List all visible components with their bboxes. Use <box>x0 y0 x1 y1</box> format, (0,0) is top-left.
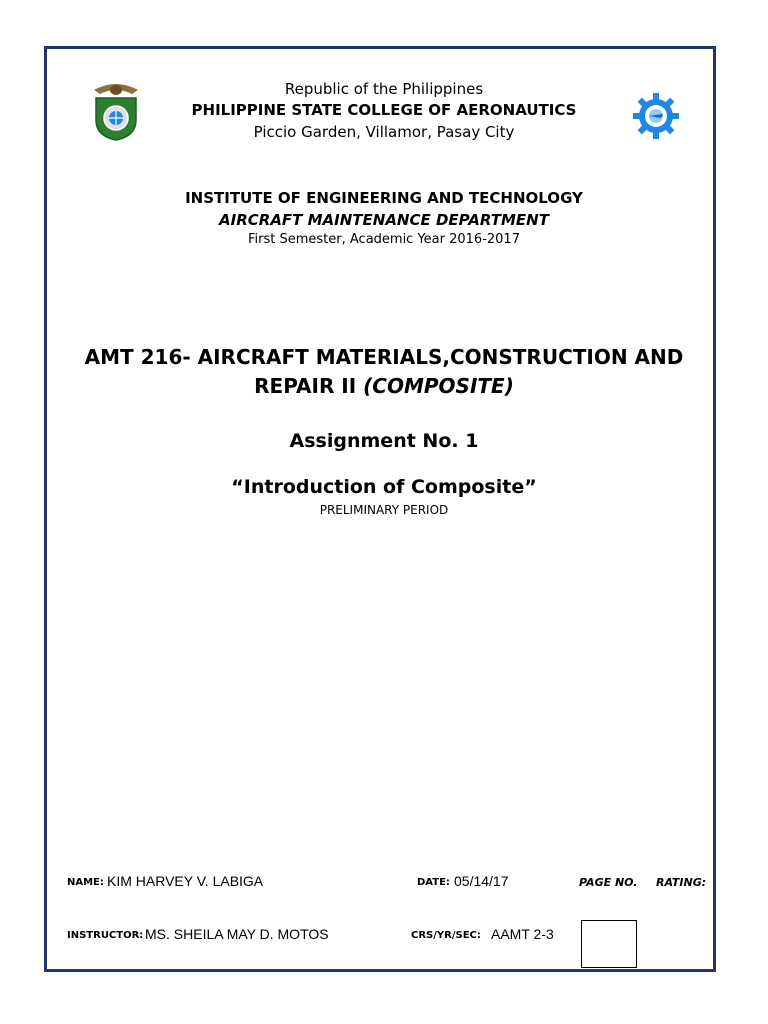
page-no-label: PAGE NO. <box>579 876 638 889</box>
department-name: AIRCRAFT MAINTENANCE DEPARTMENT <box>219 211 549 229</box>
crs-value: AAMT 2-3 <box>491 926 554 942</box>
assignment-period: PRELIMINARY PERIOD <box>319 503 449 517</box>
date-value: 05/14/17 <box>454 873 509 889</box>
semester-line: First Semester, Academic Year 2016-2017 <box>248 232 520 247</box>
instructor-value: MS. SHEILA MAY D. MOTOS <box>145 926 329 942</box>
date-label: DATE: <box>417 877 450 888</box>
rating-box <box>581 920 637 968</box>
crs-label: CRS/YR/SEC: <box>411 930 481 941</box>
header-republic: Republic of the Philippines <box>284 80 484 98</box>
assignment-topic: “Introduction of Composite” <box>231 476 537 498</box>
header-address: Piccio Garden, Villamor, Pasay City <box>253 123 515 141</box>
name-label: NAME: <box>67 877 104 888</box>
course-title-subject: (COMPOSITE) <box>363 374 514 398</box>
course-title-line2-prefix: REPAIR II <box>254 374 364 398</box>
assignment-number: Assignment No. 1 <box>289 430 479 452</box>
name-value: KIM HARVEY V. LABIGA <box>107 873 264 889</box>
course-title-line2 <box>0 374 768 398</box>
institute-name: INSTITUTE OF ENGINEERING AND TECHNOLOGY <box>185 189 583 207</box>
instructor-label: INSTRUCTOR: <box>67 930 144 941</box>
rating-label: RATING: <box>656 876 707 889</box>
header-college-name: PHILIPPINE STATE COLLEGE OF AERONAUTICS <box>191 101 577 119</box>
course-title-line1: AMT 216- AIRCRAFT MATERIALS,CONSTRUCTION AND <box>84 345 684 369</box>
